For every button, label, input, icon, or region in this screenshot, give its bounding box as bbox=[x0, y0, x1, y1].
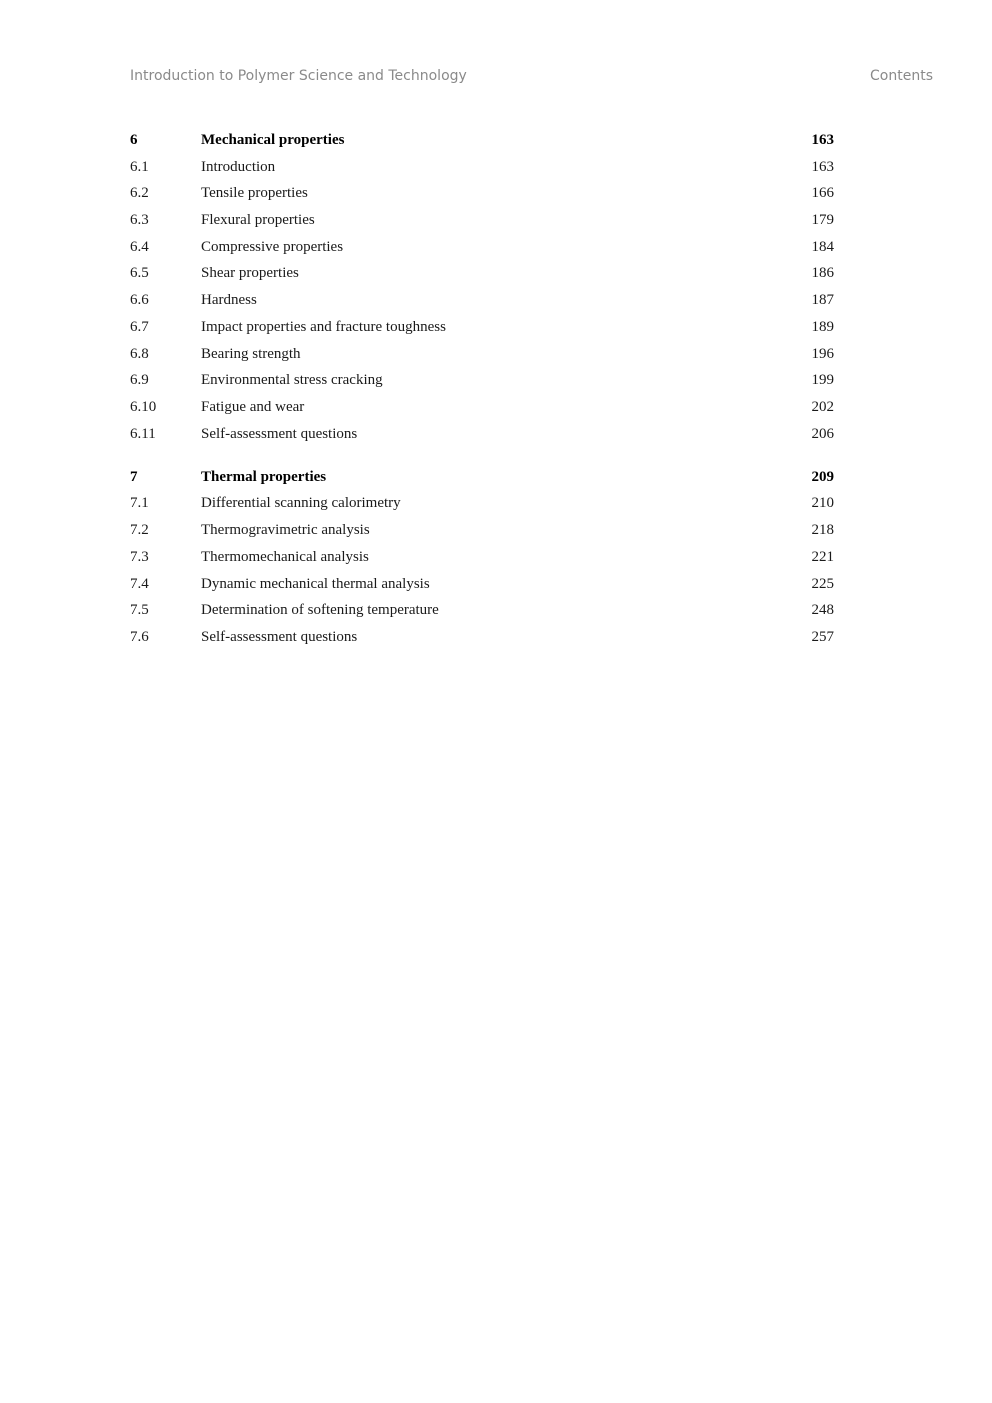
section-title: Compressive properties bbox=[201, 238, 344, 255]
toc-entry[interactable] bbox=[130, 490, 834, 517]
section-number: 6.11 bbox=[130, 425, 156, 442]
section-number: 6.5 bbox=[130, 265, 149, 282]
section-number: 6.9 bbox=[130, 372, 149, 389]
section-page-number: 166 bbox=[811, 185, 834, 202]
section-number: 6.2 bbox=[130, 185, 149, 202]
toc-entry[interactable] bbox=[130, 341, 834, 368]
section-title: Differential scanning calorimetry bbox=[201, 495, 401, 512]
chapter-title: Mechanical properties bbox=[201, 132, 345, 148]
section-title: Environmental stress cracking bbox=[201, 372, 383, 389]
section-page-number: 248 bbox=[811, 602, 834, 619]
section-page-number: 218 bbox=[811, 522, 834, 539]
chapter-heading[interactable] bbox=[130, 127, 834, 154]
section-title: Fatigue and wear bbox=[201, 398, 305, 415]
toc-entry[interactable] bbox=[130, 517, 834, 544]
section-page-number: 225 bbox=[811, 575, 834, 592]
toc-entry[interactable] bbox=[130, 597, 834, 624]
section-number: 7.3 bbox=[130, 548, 149, 565]
toc-entry[interactable] bbox=[130, 571, 834, 598]
section-title: Self-assessment questions bbox=[201, 425, 358, 442]
section-page-number: 163 bbox=[811, 158, 834, 175]
chapter-page-number: 209 bbox=[811, 468, 834, 485]
section-page-number: 186 bbox=[811, 265, 834, 282]
section-label: Contents bbox=[870, 68, 933, 84]
toc-entry[interactable] bbox=[130, 154, 834, 181]
section-number: 6.10 bbox=[130, 398, 157, 415]
toc-entry[interactable] bbox=[130, 260, 834, 287]
section-title: Dynamic mechanical thermal analysis bbox=[201, 575, 430, 592]
chapter-block bbox=[130, 464, 834, 651]
toc-entry[interactable] bbox=[130, 421, 834, 448]
section-number: 7.5 bbox=[130, 602, 149, 619]
table-of-contents bbox=[130, 127, 834, 667]
running-header bbox=[130, 68, 933, 90]
section-number: 6.7 bbox=[130, 318, 149, 335]
section-number: 7.4 bbox=[130, 575, 149, 592]
section-title: Introduction bbox=[201, 158, 276, 175]
chapter-heading[interactable] bbox=[130, 464, 834, 491]
section-number: 6.6 bbox=[130, 292, 149, 309]
section-title: Determination of softening temperature bbox=[201, 602, 439, 619]
section-title: Thermogravimetric analysis bbox=[201, 522, 370, 539]
section-title: Bearing strength bbox=[201, 345, 301, 362]
toc-entry[interactable] bbox=[130, 544, 834, 571]
section-number: 6.4 bbox=[130, 238, 149, 255]
section-number: 7.1 bbox=[130, 495, 149, 512]
section-number: 7.6 bbox=[130, 628, 149, 645]
section-title: Hardness bbox=[201, 292, 257, 309]
section-page-number: 179 bbox=[811, 212, 834, 229]
section-page-number: 199 bbox=[811, 372, 834, 389]
chapter-page-number: 163 bbox=[811, 132, 834, 148]
toc-entry[interactable] bbox=[130, 287, 834, 314]
section-page-number: 202 bbox=[811, 398, 834, 415]
toc-entry[interactable] bbox=[130, 207, 834, 234]
section-page-number: 189 bbox=[811, 318, 834, 335]
toc-entry[interactable] bbox=[130, 394, 834, 421]
section-number: 6.8 bbox=[130, 345, 149, 362]
section-page-number: 257 bbox=[811, 628, 834, 645]
section-page-number: 187 bbox=[811, 292, 834, 309]
section-title: Shear properties bbox=[201, 265, 299, 282]
section-page-number: 184 bbox=[811, 238, 834, 255]
toc-entry[interactable] bbox=[130, 367, 834, 394]
toc-entry[interactable] bbox=[130, 624, 834, 651]
section-page-number: 206 bbox=[811, 425, 834, 442]
chapter-number: 6 bbox=[130, 132, 138, 148]
section-page-number: 210 bbox=[811, 495, 834, 512]
section-number: 6.3 bbox=[130, 212, 149, 229]
section-title: Flexural properties bbox=[201, 212, 315, 229]
section-page-number: 221 bbox=[811, 548, 834, 565]
section-title: Thermomechanical analysis bbox=[201, 548, 369, 565]
section-title: Impact properties and fracture toughness bbox=[201, 318, 446, 335]
section-number: 7.2 bbox=[130, 522, 149, 539]
chapter-number: 7 bbox=[130, 468, 138, 485]
section-title: Tensile properties bbox=[201, 185, 308, 202]
section-number: 6.1 bbox=[130, 158, 149, 175]
toc-entry[interactable] bbox=[130, 234, 834, 261]
toc-entry[interactable] bbox=[130, 314, 834, 341]
book-title: Introduction to Polymer Science and Technology bbox=[130, 68, 467, 84]
toc-entry[interactable] bbox=[130, 180, 834, 207]
section-page-number: 196 bbox=[811, 345, 834, 362]
section-title: Self-assessment questions bbox=[201, 628, 358, 645]
chapter-block bbox=[130, 127, 834, 447]
chapter-title: Thermal properties bbox=[201, 468, 327, 485]
